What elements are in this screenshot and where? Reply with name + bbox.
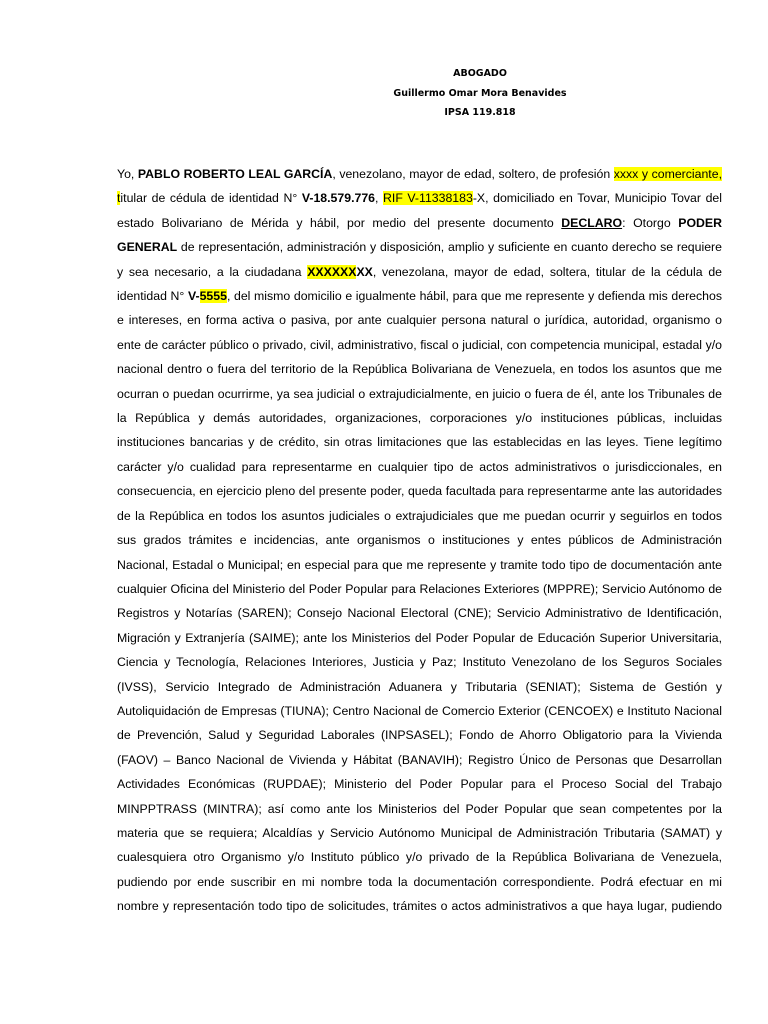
profession-highlight: xxxx y comerciante, t xyxy=(117,167,722,206)
rif-highlight: RIF V-11338183 xyxy=(383,191,473,206)
declaro-keyword: DECLARO xyxy=(561,215,623,230)
text-segment: Yo, xyxy=(117,167,138,181)
attorney-name-highlight: XXXXXX xyxy=(307,264,357,279)
power-of-attorney-paragraph xyxy=(117,162,722,919)
grantor-id-number: V-18.579.776 xyxy=(301,191,376,206)
text-segment: -X, domiciliado en Tovar, Municipio Tovar del estado Bolivariano de Mérida y hábil, por medio del presente documento xyxy=(117,191,722,230)
text-segment: , xyxy=(375,191,384,206)
text-segment: : Otorgo xyxy=(622,215,679,230)
text-segment: , del mismo domicilio e igualmente hábil, para que me represente y defienda mis derechos e intereses, en forma activa o pasiva, por ante cualquier persona natural o jurídica, autoridad, organismo o ente de carácter público o privado, civil, administrativo, fiscal o judicial, con competencia municipal, estadal y/o nacional dentro o fuera del territorio de la República Bolivariana de Venezuela, en todos los asuntos que me ocurran o puedan ocurrirme, ya sea judicial o extrajudicialmente, en juicio o fuera de él, ante los Tribunales de la República y demás autoridades, organizaciones, corporaciones y/o instituciones públicas, incluidas instituciones bancarias y de crédito, sin otras limitaciones que las establecidas en las leyes. Tiene legítimo carácter y/o cualidad para representarme en cualquier tipo de actos administrativos o jurisdiccionales, en consecuencia, en ejercicio pleno del presente poder, queda facultada para representarme ante las autoridades de la República en todos los asuntos judiciales o extrajudiciales que me puedan ocurrir y seguirlos en todos sus grados trámites e incidencias, ante organismos o instituciones y entes públicos de Administración Nacional, Estadal o Municipal; en especial para que me represente y tramite todo tipo de documentación ante cualquier Oficina del Ministerio del Poder Popular para Relaciones Exteriores (MPPRE); Servicio Autónomo de Registros y Notarías (SAREN); Consejo Nacional Electoral (CNE); Servicio Administrativo de Identificación, Migración y Extranjería (SAIME); ante los Ministerios del Poder Popular de Educación Superior Universitaria, Ciencia y Tecnología, Relaciones Interiores, Justicia y Paz; Instituto Venezolano de los Seguros Sociales (IVSS), Servicio Integrado de Administración Aduanera y Tributaria (SENIAT); Sistema de Gestión y Autoliquidación de Empresas (TIUNA); Centro Nacional de Comercio Exterior (CENCOEX) e Instituto Nacional de Prevención, Salud y Seguridad Laborales (INPSASEL); Fondo de Ahorro Obligatorio para la Vivienda (FAOV) – Banco Nacional de Vivienda y Hábitat (BANAVIH); Registro Único de Personas que Desarrollan Actividades Económicas (RUPDAE); Ministerio del Poder Popular para el Proceso Social del Trabajo MINPPTRASS (MINTRA); así como ante los Ministerios del Poder Popular que sean competentes por la materia que se requiera; Alcaldías y Servicio Autónomo Municipal de Administración Tributaria (SAMAT) y cualesquiera otro Organismo y/o Instituto público y/o privado de la República Bolivariana de Venezuela, pudiendo por ende suscribir en mi nombre toda la documentación correspondiente. Podrá efectuar en mi nombre y representación todo tipo de solicitudes, trámites o actos administrativos a que haya lugar, pudiendo xyxy=(117,289,722,914)
attorney-name-rest: XX xyxy=(356,264,373,279)
text-segment: itular de cédula de identidad N° xyxy=(120,191,302,206)
lawyer-name: Guillermo Omar Mora Benavides xyxy=(393,87,567,99)
letterhead-title: ABOGADO xyxy=(453,68,507,79)
text-segment: , venezolana, mayor de edad, soltera, titular de la cédula de identidad N° xyxy=(117,264,722,304)
lawyer-ipsa-number: IPSA 119.818 xyxy=(444,107,516,118)
attorney-id-highlight: 5555 xyxy=(199,289,227,304)
attorney-id-prefix: V- xyxy=(187,289,200,304)
power-type: PODER GENERAL xyxy=(117,215,722,255)
grantor-name: PABLO ROBERTO LEAL GARCÍA xyxy=(137,167,333,181)
letterhead xyxy=(0,64,768,123)
text-segment: , venezolano, mayor de edad, soltero, de profesión xyxy=(332,167,614,181)
text-segment: de representación, administración y disposición, amplio y suficiente en cuanto derecho se requiere y sea necesario, a la ciudadana xyxy=(117,240,722,279)
